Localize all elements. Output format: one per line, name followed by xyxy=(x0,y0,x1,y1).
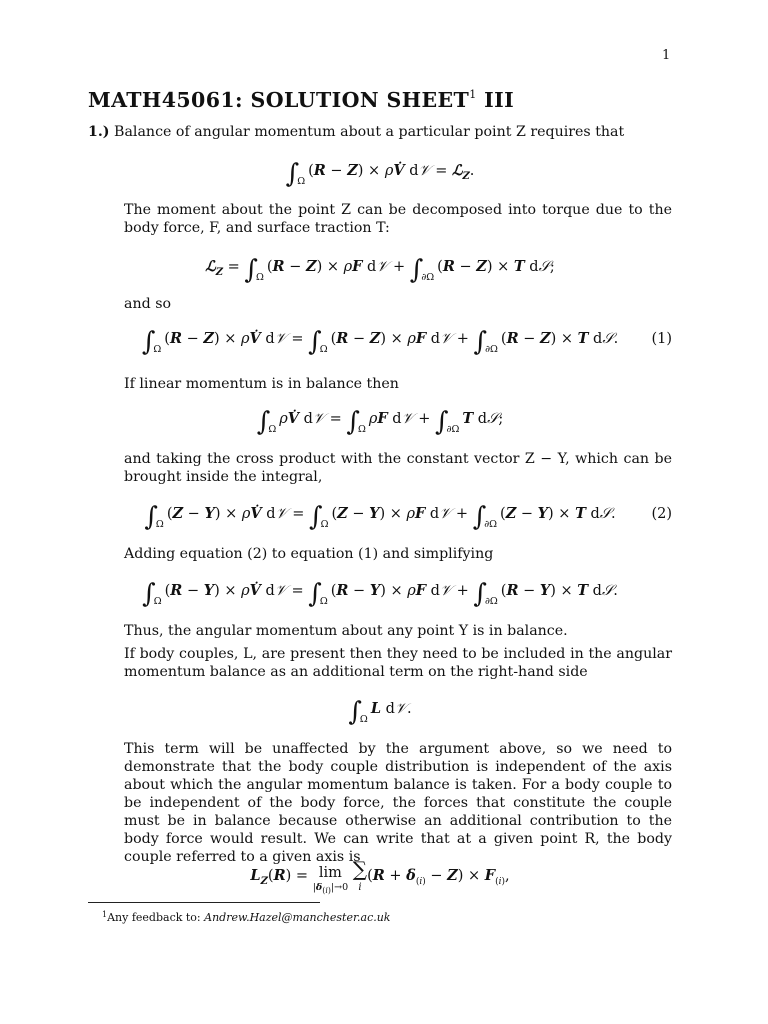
equation-number: (1) xyxy=(651,331,672,347)
question-label: 1.) xyxy=(88,124,110,140)
equation-body-couple-limit: $L_Z(R) = \lim$ $|\delta_{(i)}|\to 0$ ∑ $i(R + \delta_{(i)} - Z) \times F_{(i)}$, xyxy=(250,857,510,895)
paragraph-body-couples: If body couples, L, are present then they need to be included in the angular momentum balance as an additional term on the right-hand side xyxy=(124,646,672,680)
paragraph-thus: Thus, the angular momentum about any point Y is in balance. xyxy=(124,623,568,639)
equation-combined: $\int_\Omega(R - Y)$ × ρV̇ d𝒱 = $\int_\Omega(R - Y) \times \rho F$ d𝒱 + $\int_{\partial\Omega}(R - Y) \times T$ d𝒮. xyxy=(142,579,618,609)
equation-body-couple-integral: $\int_\Omega L$ d𝒱. xyxy=(348,697,412,727)
paragraph-unaffected: This term will be unaffected by the argument above, so we need to demonstrate that the body couple distribution is independent of the axis about which the angular momentum balance is taken. For a body couple to be independent of the body force, the forces that constitute the couple must be in balance because otherwise an additional contribution to the body force would result. We can write that at a given point R, the body couple referred to a given axis is xyxy=(124,741,672,865)
equation-linear-momentum: $\int_\Omega\rho V̇$ d𝒱 = $\int_\Omega\rho F$ d𝒱 + $\int_{\partial\Omega}T$ d𝒮; xyxy=(256,407,504,437)
page-number: 1 xyxy=(662,48,671,63)
footnote-number: 1 xyxy=(102,910,108,919)
equation-moment-decomposition: ℒ$_Z$ = $\int_\Omega(R - Z) \times \rho F$ d𝒱 + $\int_{\partial\Omega}(R - Z) \times T$ d𝒮; xyxy=(205,255,555,285)
page-title: MATH45061: SOLUTION SHEET$^1$ III xyxy=(88,88,515,112)
paragraph-linear: If linear momentum is in balance then xyxy=(124,376,399,392)
equation-angular-balance: $\int_\Omega(R - Z)$ × ρV̇ d𝒱 = ℒ$_Z$. xyxy=(285,159,475,189)
footnote-rule xyxy=(88,902,320,903)
equation-1: $\int_\Omega(R - Z)$ × ρV̇ d𝒱 = $\int_\Omega(R - Z) \times \rho F$ d𝒱 + $\int_{\partial\Omega}(R - Z) \times T$ d𝒮. (1) xyxy=(141,327,672,357)
equation-number: (2) xyxy=(651,506,672,522)
footnote: $^1$Any feedback to: Andrew.Hazel@manchester.ac.uk xyxy=(102,910,391,924)
question-text: Balance of angular momentum about a particular point Z requires that xyxy=(114,124,625,140)
question-intro xyxy=(88,123,672,141)
paragraph-moment: The moment about the point Z can be decomposed into torque due to the body force, F, and surface traction T: xyxy=(124,202,672,236)
paragraph-adding: Adding equation (2) to equation (1) and simplifying xyxy=(124,546,494,562)
feedback-email[interactable]: Andrew.Hazel@manchester.ac.uk xyxy=(204,911,391,924)
equation-2: $\int_\Omega(Z - Y)$ × ρV̇ d𝒱 = $\int_\Omega(Z - Y) \times \rho F$ d𝒱 + $\int_{\partial\Omega}(Z - Y) \times T$ d𝒮. (2) xyxy=(144,502,672,532)
paragraph-cross-product: and taking the cross product with the constant vector Z − Y, which can be brought inside the integral, xyxy=(124,451,672,485)
footnote-marker: 1 xyxy=(469,88,477,101)
paragraph-and-so: and so xyxy=(124,296,172,312)
